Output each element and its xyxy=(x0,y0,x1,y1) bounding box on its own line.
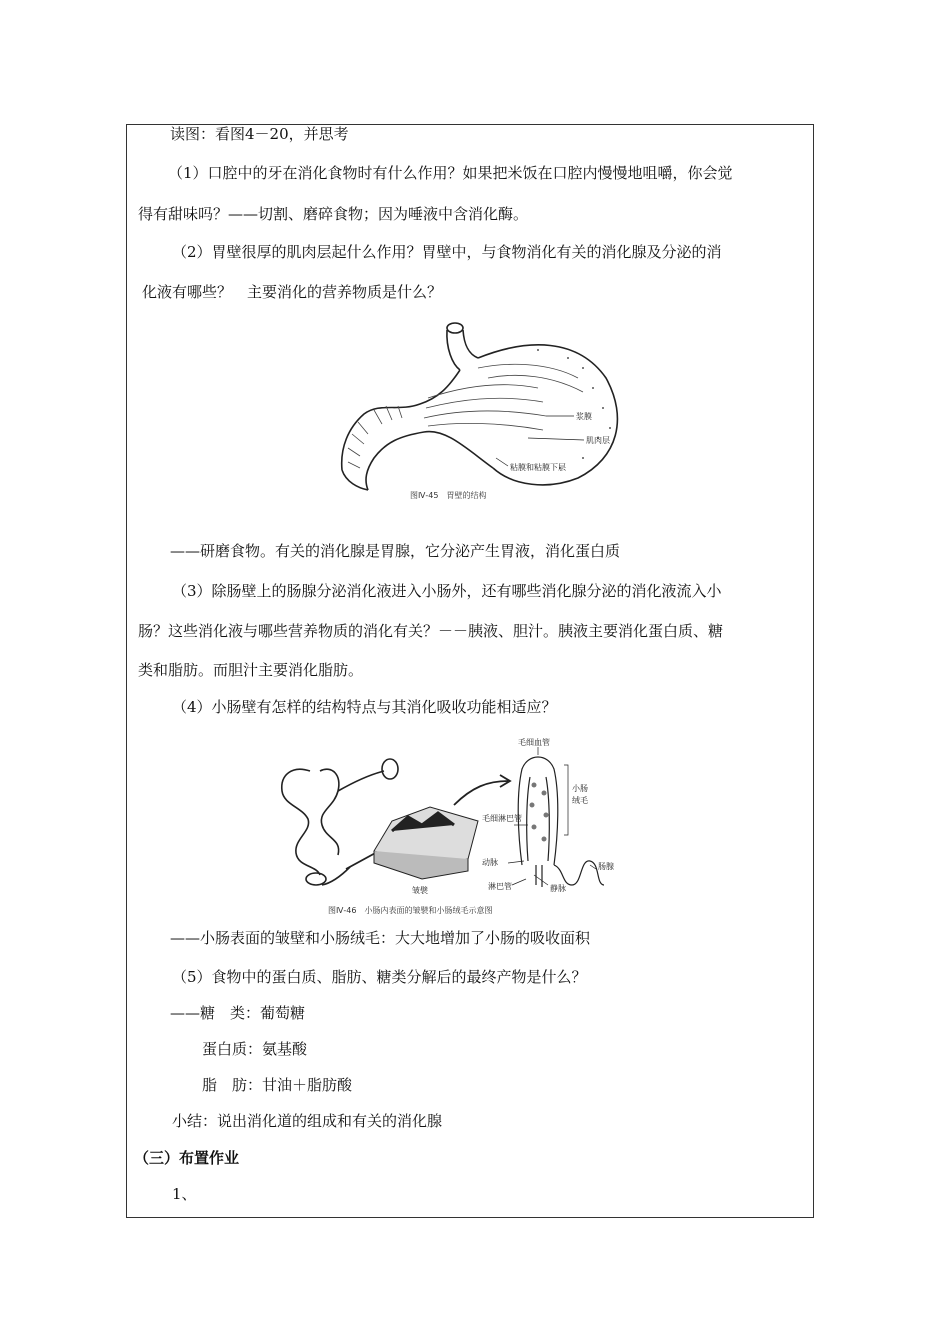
read-figure-line: 读图：看图4－20，并思考 xyxy=(170,125,349,143)
question-2-line-1: （2）胃壁很厚的肌肉层起什么作用？胃壁中，与食物消化有关的消化腺及分泌的消 xyxy=(172,243,722,261)
label-fold: 皱襞 xyxy=(412,886,428,895)
stomach-caption: 图Ⅳ-45 胃壁的结构 xyxy=(410,491,487,500)
question-1-line-2: 得有甜味吗？——切割、磨碎食物；因为唾液中含消化酶。 xyxy=(138,205,529,223)
homework-item-1: 1、 xyxy=(172,1185,197,1203)
question-5-line: （5）食物中的蛋白质、脂肪、糖类分解后的最终产物是什么？ xyxy=(172,968,587,986)
label-artery: 动脉 xyxy=(482,858,498,867)
answer-5-protein: 蛋白质：氨基酸 xyxy=(202,1040,308,1058)
question-1-line-1: （1）口腔中的牙在消化食物时有什么作用？如果把米饭在口腔内慢慢地咀嚼，你会觉 xyxy=(168,164,733,182)
label-lymph-vessel: 淋巴管 xyxy=(488,882,512,891)
intestine-caption: 图Ⅳ-46 小肠内表面的皱襞和小肠绒毛示意图 xyxy=(328,906,493,915)
question-4-line: （4）小肠壁有怎样的结构特点与其消化吸收功能相适应？ xyxy=(172,698,557,716)
answer-2-line: ——研磨食物。有关的消化腺是胃腺，它分泌产生胃液，消化蛋白质 xyxy=(170,542,621,560)
answer-5-fat: 脂 肪：甘油＋脂肪酸 xyxy=(202,1076,353,1094)
question-3-line-2: 肠？这些消化液与哪些营养物质的消化有关？－－胰液、胆汁。胰液主要消化蛋白质、糖 xyxy=(138,622,724,640)
answer-5-sugar: ——糖 类：葡萄糖 xyxy=(170,1004,306,1022)
summary-line: 小结：说出消化道的组成和有关的消化腺 xyxy=(172,1112,443,1130)
label-villus: 绒毛 xyxy=(572,796,588,805)
label-intestinal-gland: 肠腺 xyxy=(598,862,614,871)
small-intestine-figure xyxy=(272,735,628,921)
question-3-line-1: （3）除肠壁上的肠腺分泌消化液进入小肠外，还有哪些消化腺分泌的消化液流入小 xyxy=(172,582,722,600)
stomach-label-serosa: 浆膜 xyxy=(576,412,592,421)
stomach-wall-figure xyxy=(328,318,642,514)
section-3-heading: （三）布置作业 xyxy=(134,1149,240,1167)
question-2-line-2: 化液有哪些？ 主要消化的营养物质是什么？ xyxy=(142,283,443,301)
label-small-intestine: 小肠 xyxy=(572,784,588,793)
question-3-line-3: 类和脂肪。而胆汁主要消化脂肪。 xyxy=(138,661,364,679)
answer-4-line: ——小肠表面的皱壁和小肠绒毛：大大地增加了小肠的吸收面积 xyxy=(170,929,591,947)
stomach-label-muscle: 肌肉层 xyxy=(586,436,610,445)
label-vein: 静脉 xyxy=(550,884,566,893)
label-lacteal: 毛细淋巴管 xyxy=(482,814,522,823)
label-capillary: 毛细血管 xyxy=(518,738,550,747)
stomach-label-mucosa: 粘膜和粘膜下层 xyxy=(510,463,566,472)
